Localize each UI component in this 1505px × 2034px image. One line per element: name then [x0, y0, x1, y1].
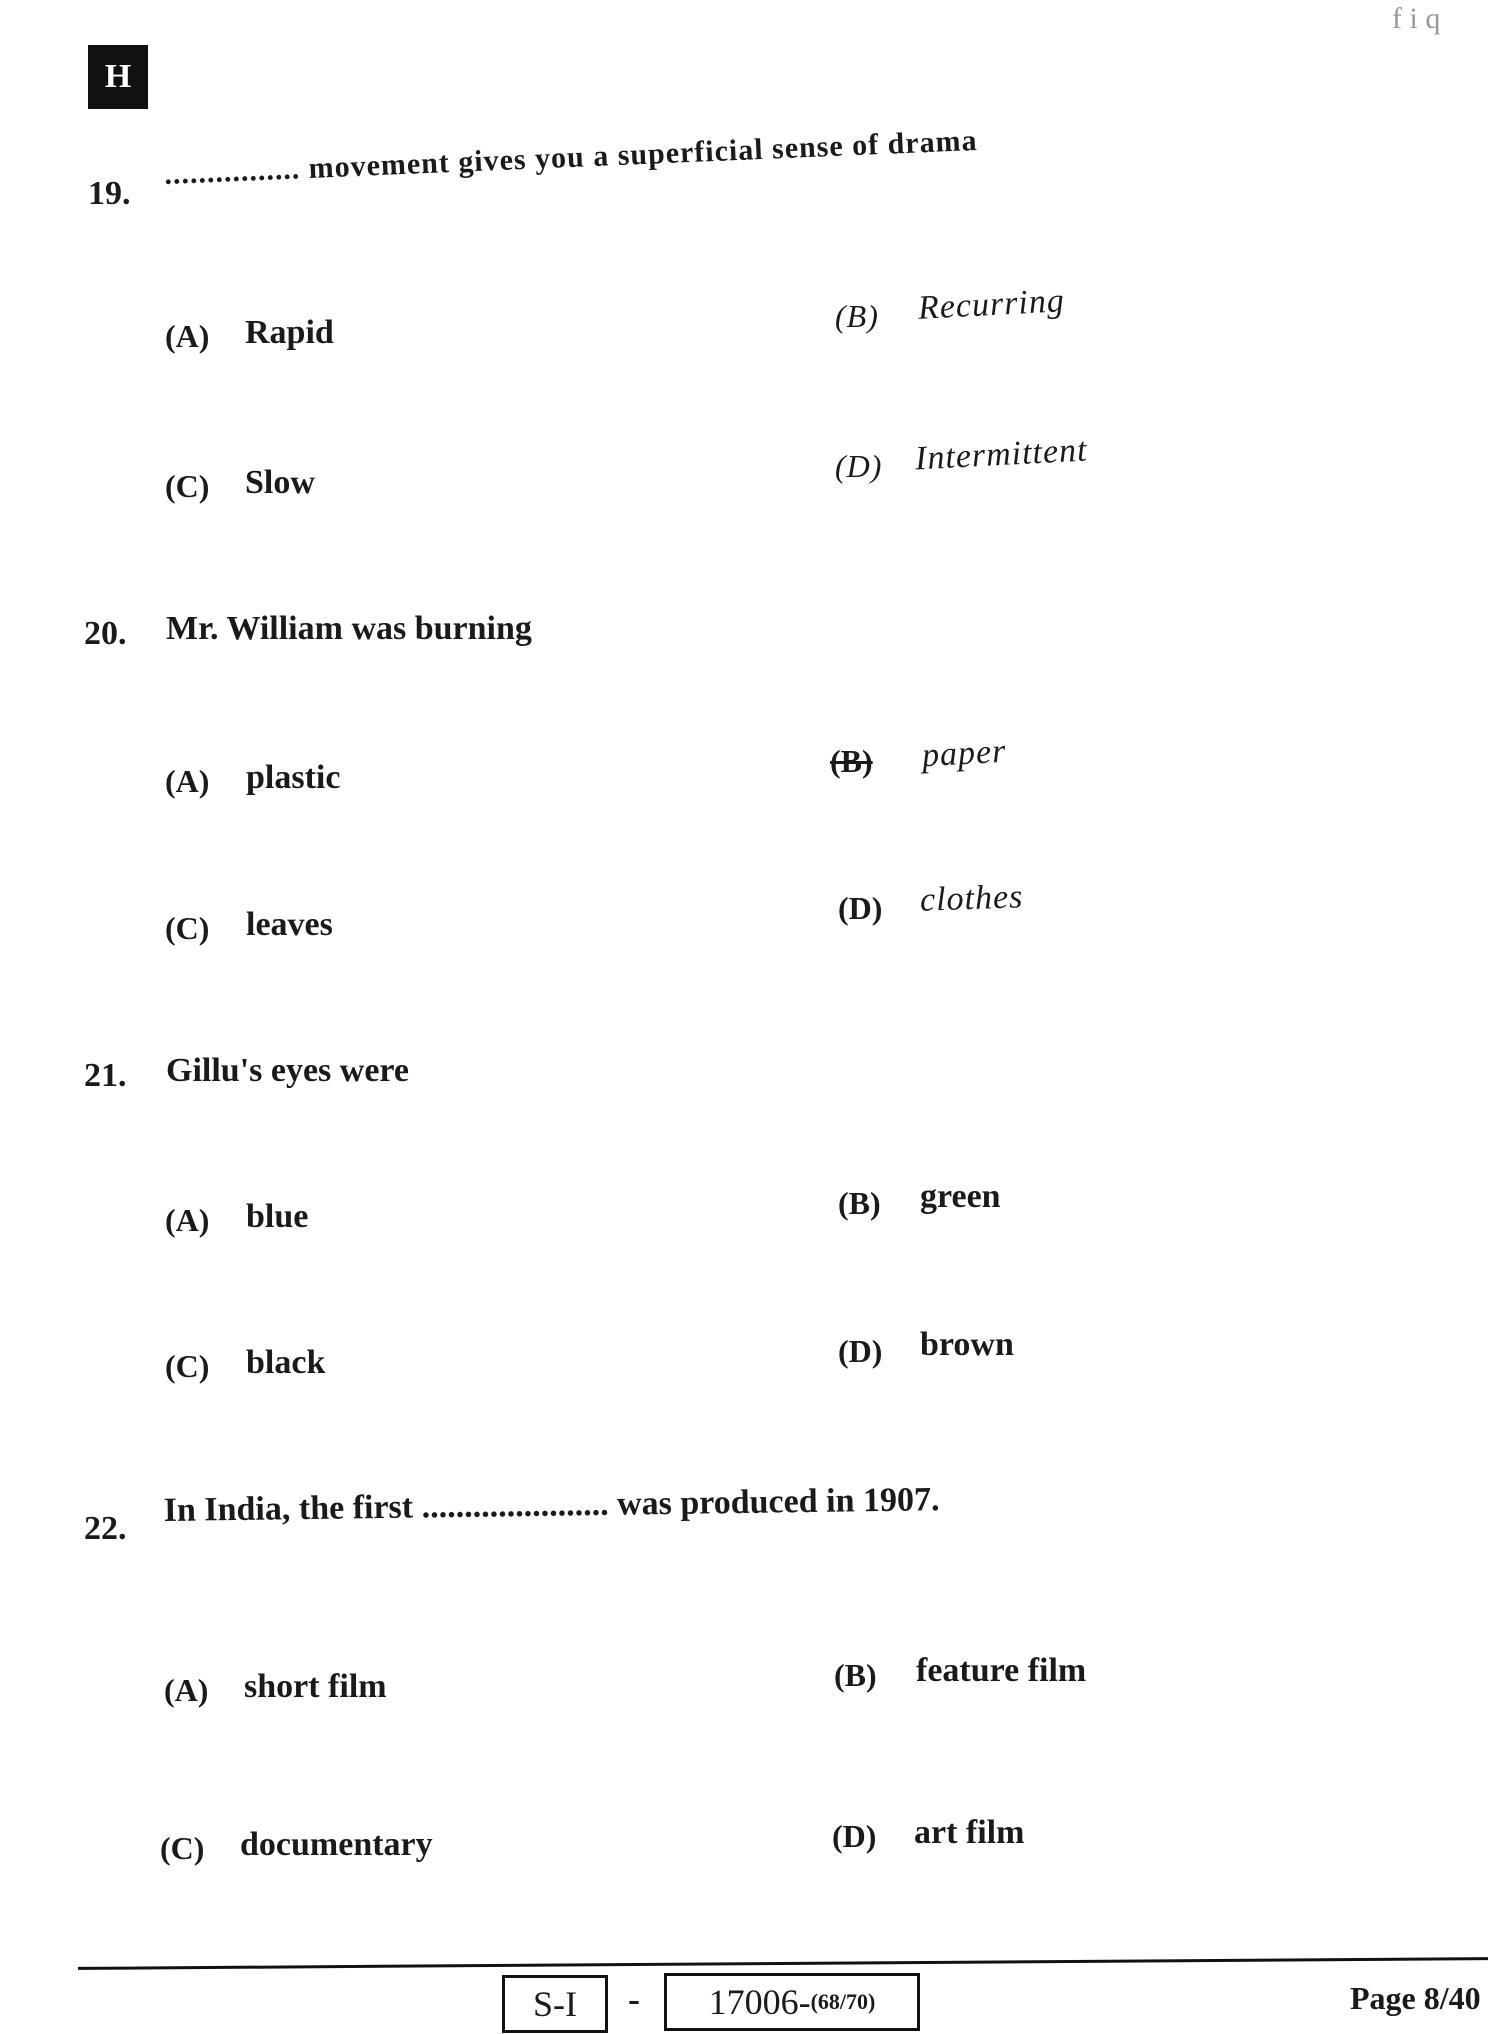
paper-code-suffix: (68/70) — [810, 1989, 876, 2014]
set-code-badge: H — [88, 45, 148, 109]
option-label: (B) — [838, 1185, 881, 1221]
question-text: Gillu's eyes were — [166, 1052, 409, 1089]
corner-handwritten-mark: f i q — [1392, 2, 1441, 35]
option-label: (D) — [835, 448, 883, 484]
question-text: Mr. William was burning — [166, 610, 532, 647]
footer-divider — [78, 1957, 1488, 1970]
option-label-marked: (B) — [830, 743, 873, 779]
option-label: (A) — [165, 1202, 210, 1238]
option-label: (B) — [835, 298, 879, 334]
option-text[interactable]: art film — [914, 1814, 1025, 1851]
option-text[interactable]: Rapid — [245, 314, 334, 351]
option-text[interactable]: Recurring — [917, 282, 1066, 327]
footer-dash: - — [628, 1979, 640, 2019]
series-code: S-I — [533, 1984, 577, 2024]
option-text[interactable]: Slow — [245, 464, 315, 501]
option-label: (A) — [164, 1672, 209, 1708]
question-text: In India, the first ...................... was produced in 1907. — [163, 1481, 940, 1530]
option-label: (D) — [838, 890, 883, 926]
option-label: (B) — [834, 1657, 877, 1693]
option-label: (C) — [165, 910, 210, 946]
option-text[interactable]: documentary — [240, 1826, 433, 1863]
option-text[interactable]: feature film — [916, 1652, 1087, 1689]
option-text[interactable]: leaves — [246, 906, 333, 943]
option-text[interactable]: short film — [244, 1668, 387, 1705]
option-label: (A) — [165, 763, 210, 799]
paper-code-box — [664, 1973, 920, 2031]
question-number: 20. — [84, 615, 127, 652]
question-text: ................ movement gives you a superficial sense of drama — [163, 123, 979, 192]
question-number: 21. — [84, 1057, 127, 1094]
option-label: (C) — [165, 468, 210, 504]
option-text[interactable]: plastic — [246, 759, 341, 796]
option-text[interactable]: paper — [921, 732, 1008, 775]
question-number: 19. — [88, 175, 131, 212]
option-text[interactable]: black — [246, 1344, 326, 1381]
option-label: (A) — [165, 318, 210, 354]
option-text[interactable]: green — [920, 1178, 1001, 1215]
option-text[interactable]: Intermittent — [914, 431, 1089, 478]
question-number: 22. — [84, 1510, 127, 1547]
paper-code: 17006- — [708, 1982, 811, 2022]
option-label: (C) — [160, 1830, 205, 1866]
series-box — [502, 1975, 608, 2033]
option-text[interactable]: clothes — [919, 878, 1024, 919]
option-text[interactable]: blue — [246, 1198, 309, 1235]
option-label: (D) — [832, 1818, 877, 1854]
option-label: (C) — [165, 1348, 210, 1384]
option-text[interactable]: brown — [920, 1326, 1014, 1363]
option-label: (D) — [838, 1333, 883, 1369]
page-number: Page 8/40 — [1350, 1980, 1481, 2016]
